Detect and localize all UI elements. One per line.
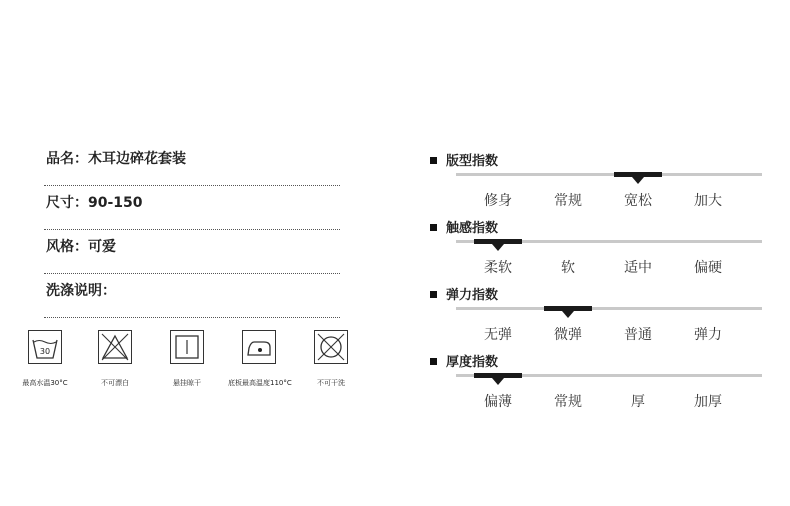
index-option: 弹力 [694, 327, 722, 343]
index-option: 软 [561, 260, 575, 276]
index-scale-track [456, 374, 762, 377]
index-option: 柔软 [484, 260, 512, 276]
index-title-text: 触感指数 [446, 221, 499, 236]
index-option: 适中 [624, 260, 652, 276]
care-item-no-dryclean [300, 330, 362, 388]
wash-temp: 30 [39, 347, 51, 356]
wash-instructions-row [44, 274, 340, 318]
index-title-text: 厚度指数 [446, 355, 499, 370]
care-caption: 不可漂白 [101, 379, 129, 387]
bullet-square-icon [430, 224, 437, 231]
size-row [44, 186, 340, 230]
index-scale-track [456, 240, 762, 243]
index-title [430, 150, 498, 169]
index-title [430, 351, 498, 370]
index-option: 加大 [694, 193, 722, 209]
product-style: 风格：可爱 [46, 239, 116, 255]
index-pointer-icon [632, 177, 644, 184]
wash-30-icon [28, 330, 62, 364]
index-title-text: 版型指数 [446, 154, 499, 169]
index-pointer-icon [492, 244, 504, 251]
index-option: 加厚 [694, 394, 722, 410]
index-option: 偏硬 [694, 260, 722, 276]
iron-low-icon [242, 330, 276, 364]
index-option: 无弹 [484, 327, 512, 343]
index-option: 微弹 [554, 327, 582, 343]
index-title-text: 弹力指数 [446, 288, 499, 303]
index-option: 常规 [554, 394, 582, 410]
index-pointer-icon [492, 378, 504, 385]
index-option: 厚 [631, 394, 645, 410]
product-name: 品名：木耳边碎花套装 [46, 151, 186, 167]
index-thickness [430, 351, 770, 418]
index-option: 修身 [484, 193, 512, 209]
index-touch [430, 217, 770, 284]
index-pointer-icon [562, 311, 574, 318]
index-option: 宽松 [624, 193, 652, 209]
care-item-line-dry [156, 330, 218, 388]
index-option: 常规 [554, 193, 582, 209]
no-bleach-icon [98, 330, 132, 364]
bullet-square-icon [430, 358, 437, 365]
no-dryclean-icon [314, 330, 348, 364]
index-scale-track [456, 173, 762, 176]
wash-instructions-label: 洗涤说明： [46, 283, 116, 299]
index-elasticity [430, 284, 770, 351]
care-item-wash-30 [14, 330, 76, 388]
index-title [430, 217, 498, 236]
index-scale-track [456, 307, 762, 310]
bullet-square-icon [430, 291, 437, 298]
product-name-row [44, 142, 340, 186]
care-item-no-bleach [84, 330, 146, 388]
index-title [430, 284, 498, 303]
product-size: 尺寸：90-150 [46, 195, 143, 211]
care-caption: 最高水温30°C [22, 379, 68, 387]
care-caption: 底板最高温度110°C [228, 379, 292, 387]
product-info [44, 142, 340, 318]
care-symbols [22, 330, 362, 400]
care-item-iron [228, 330, 290, 388]
care-caption: 悬挂晾干 [173, 379, 201, 387]
line-dry-icon [170, 330, 204, 364]
care-caption: 不可干洗 [317, 379, 345, 387]
index-option: 普通 [624, 327, 652, 343]
index-fit [430, 150, 770, 217]
style-row [44, 230, 340, 274]
bullet-square-icon [430, 157, 437, 164]
index-option: 偏薄 [484, 394, 512, 410]
